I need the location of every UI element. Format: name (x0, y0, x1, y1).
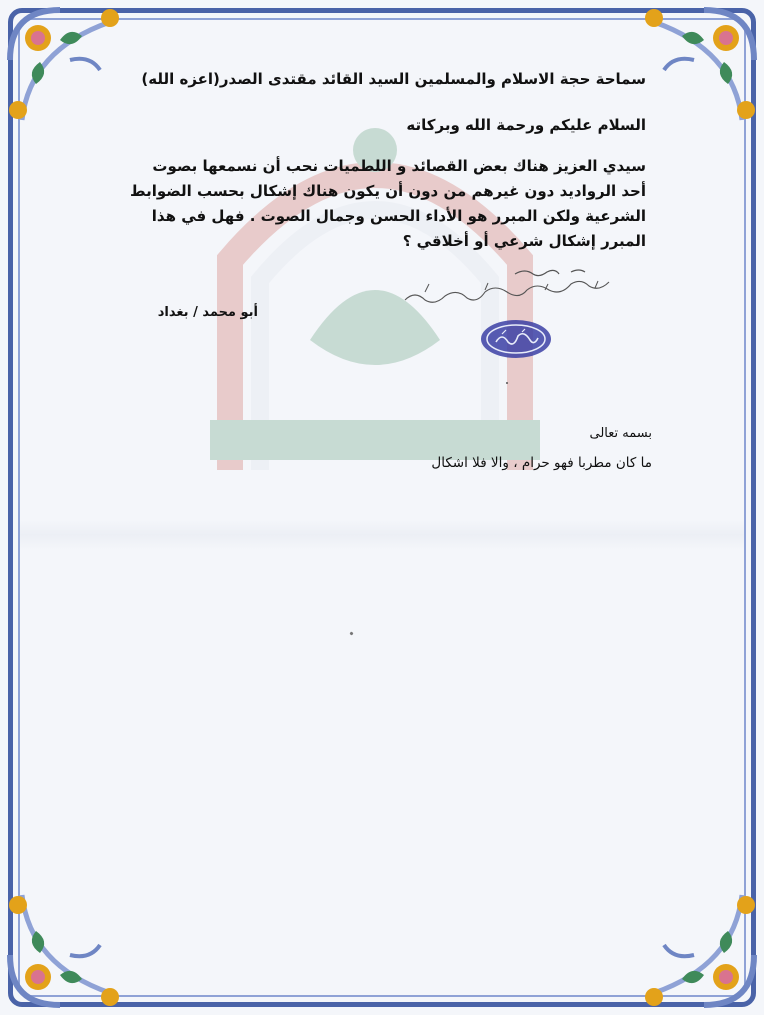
corner-ornament-icon (0, 0, 150, 150)
official-stamp-icon (478, 318, 554, 360)
letter-signature: أبو محمد / بغداد (157, 305, 258, 320)
ink-dot (506, 382, 508, 384)
reply-heading: بسمه تعالى (589, 426, 652, 441)
reply-text: ما كان مطربا فهو حرام ، والا فلا اشكال (431, 455, 652, 471)
letter-greeting: السلام عليكم ورحمة الله وبركاته (406, 116, 646, 134)
handwritten-note-icon (395, 262, 635, 312)
letter-title: سماحة حجة الاسلام والمسلمين السيد القائد مقتدى الصدر(اعزه الله) (141, 70, 646, 88)
letter-question: سيدي العزيز هناك بعض القصائد و اللطميات نحب أن نسمعها بصوت أحد الرواديد دون غيرهم من دون أن يكون هناك إشكال بحسب الضوابط الشرعية ولكن المبرر هو الأداء الحسن وجمال الصوت . فهل في هذا المبرر إشكال شرعي أو أخلاقي ؟ (130, 157, 646, 250)
corner-ornament-icon (0, 865, 150, 1015)
corner-ornament-icon (614, 865, 764, 1015)
